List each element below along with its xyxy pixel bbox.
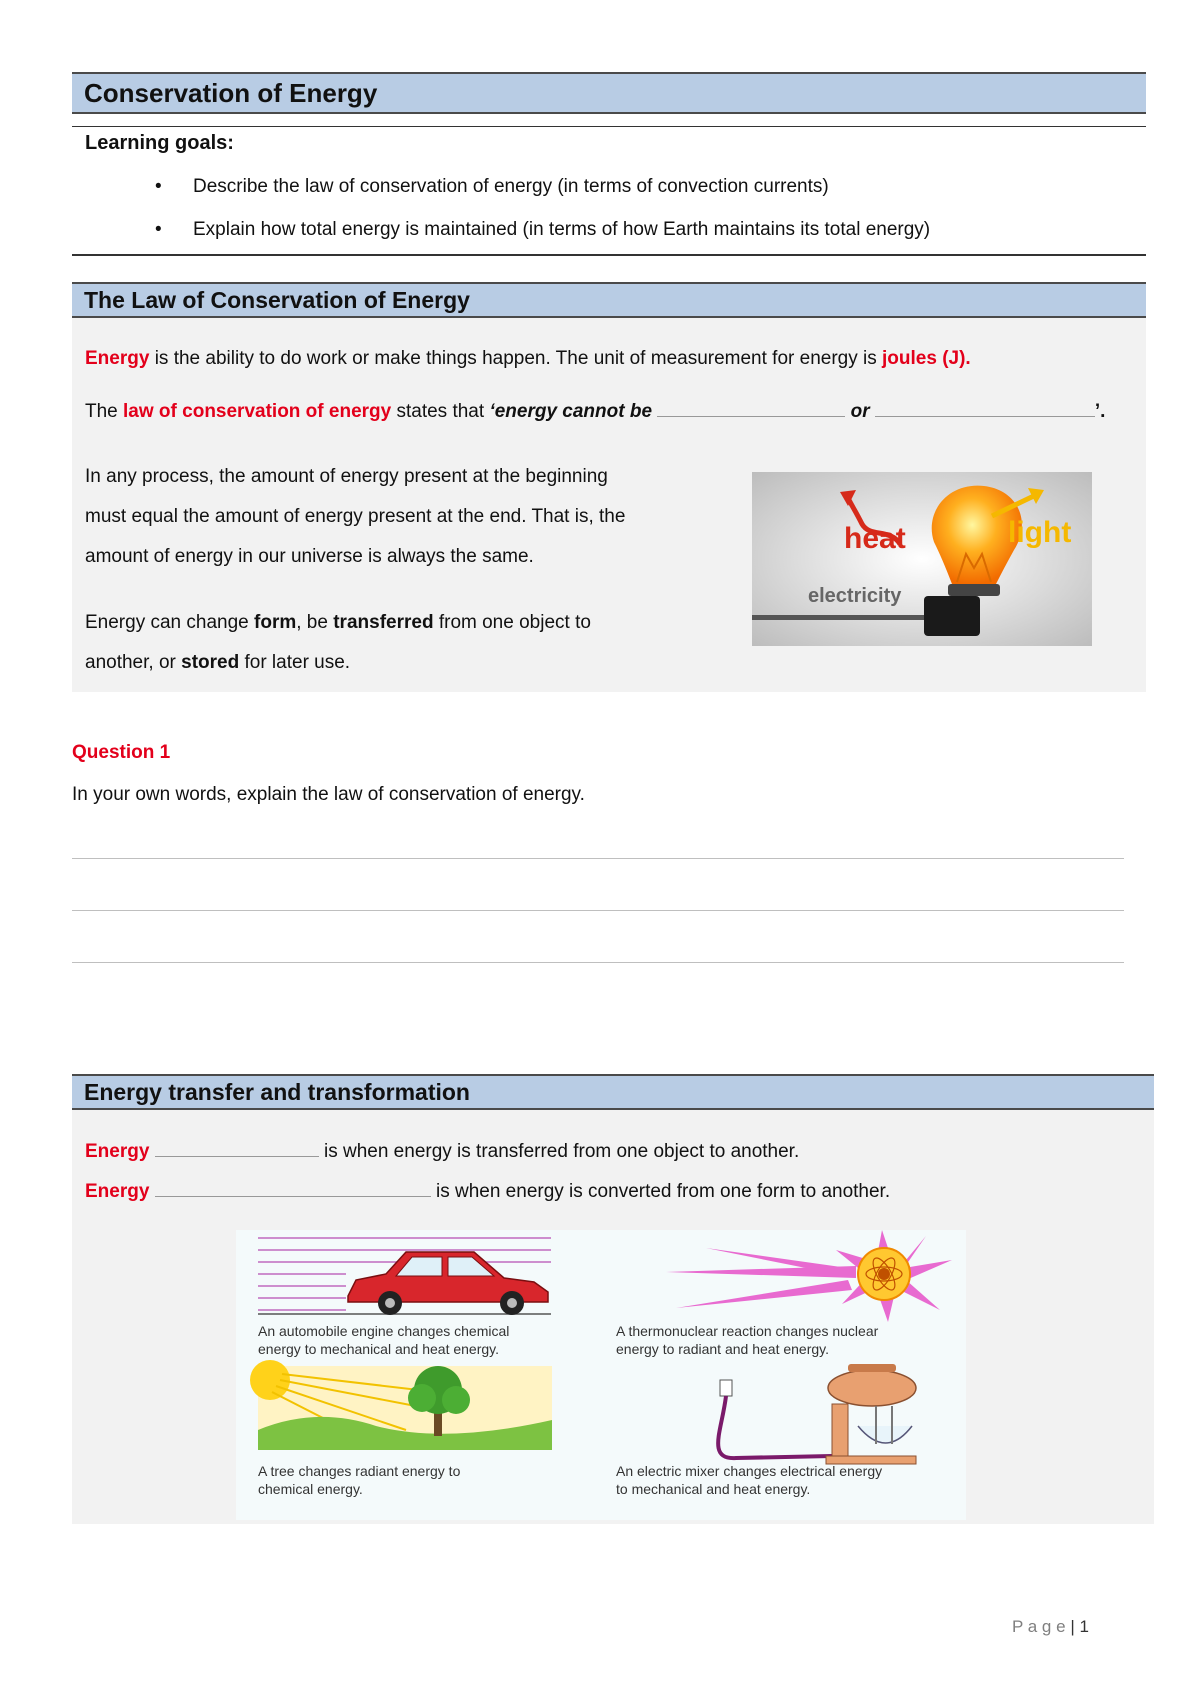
caption-mixer: An electric mixer changes electrical energy xyxy=(616,1463,883,1479)
section1-header xyxy=(72,282,1146,318)
lightbulb-figure xyxy=(752,472,1092,646)
answer-blank[interactable] xyxy=(875,400,1095,417)
paragraph-line: In any process, the amount of energy present at the beginning xyxy=(85,466,608,487)
page-title-bar xyxy=(72,72,1146,114)
caption-tree: chemical energy. xyxy=(258,1481,363,1497)
paragraph-line: must equal the amount of energy present at the end. That is, the xyxy=(85,506,626,527)
caption-car: energy to mechanical and heat energy. xyxy=(258,1341,500,1357)
page-number: 1 xyxy=(1079,1617,1089,1636)
caption-tree: A tree changes radiant energy to xyxy=(258,1463,461,1479)
answer-blank[interactable] xyxy=(155,1140,319,1157)
law-statement: The law of conservation of energy states that ‘energy cannot be or ’. xyxy=(85,401,1106,422)
page-footer: P a g e | 1 xyxy=(1012,1617,1089,1636)
caption-sun: A thermonuclear reaction changes nuclear xyxy=(616,1323,879,1339)
caption-sun: energy to radiant and heat energy. xyxy=(616,1341,830,1357)
lightbulb-illustration xyxy=(752,472,1092,646)
paragraph-line: amount of energy in our universe is always the same. xyxy=(85,546,534,567)
page-word: P a g e xyxy=(1012,1617,1066,1636)
sun-illustration xyxy=(666,1230,952,1322)
mixer-illustration xyxy=(718,1364,916,1464)
answer-blank[interactable] xyxy=(155,1180,431,1197)
energy-examples-illustration xyxy=(236,1230,966,1520)
answer-line[interactable] xyxy=(72,858,1124,859)
energy-definition: Energy is the ability to do work or make things happen. The unit of measurement for energy is joules (J). xyxy=(85,348,971,369)
bullet-icon: • xyxy=(155,176,162,197)
energy-examples-figure xyxy=(236,1230,966,1520)
page-title: Conservation of Energy xyxy=(84,77,378,108)
caption-mixer: to mechanical and heat energy. xyxy=(616,1481,811,1497)
divider-top xyxy=(72,126,1146,127)
caption-car: An automobile engine changes chemical xyxy=(258,1323,510,1339)
answer-line[interactable] xyxy=(72,962,1124,963)
light-label: light xyxy=(1008,516,1072,549)
transformation-definition: Energy is when energy is converted from one form to another. xyxy=(85,1181,891,1202)
paragraph-line: Energy can change form, be transferred from one object to xyxy=(85,612,591,633)
question1-label: Question 1 xyxy=(72,742,171,763)
section2-header xyxy=(72,1074,1154,1110)
heat-label: heat xyxy=(844,522,906,555)
bullet-icon: • xyxy=(155,219,162,240)
paragraph-line: another, or stored for later use. xyxy=(85,652,351,673)
divider-bottom xyxy=(72,254,1146,256)
car-illustration xyxy=(258,1238,551,1315)
tree-illustration xyxy=(250,1360,552,1450)
transfer-definition: Energy is when energy is transferred from one object to another. xyxy=(85,1141,800,1162)
section1-heading: The Law of Conservation of Energy xyxy=(84,286,470,313)
learning-goals-heading: Learning goals: xyxy=(85,132,234,154)
electricity-label: electricity xyxy=(808,585,902,607)
answer-blank[interactable] xyxy=(657,400,845,417)
question1-prompt: In your own words, explain the law of conservation of energy. xyxy=(72,784,585,805)
answer-line[interactable] xyxy=(72,910,1124,911)
section2-heading: Energy transfer and transformation xyxy=(84,1078,470,1105)
